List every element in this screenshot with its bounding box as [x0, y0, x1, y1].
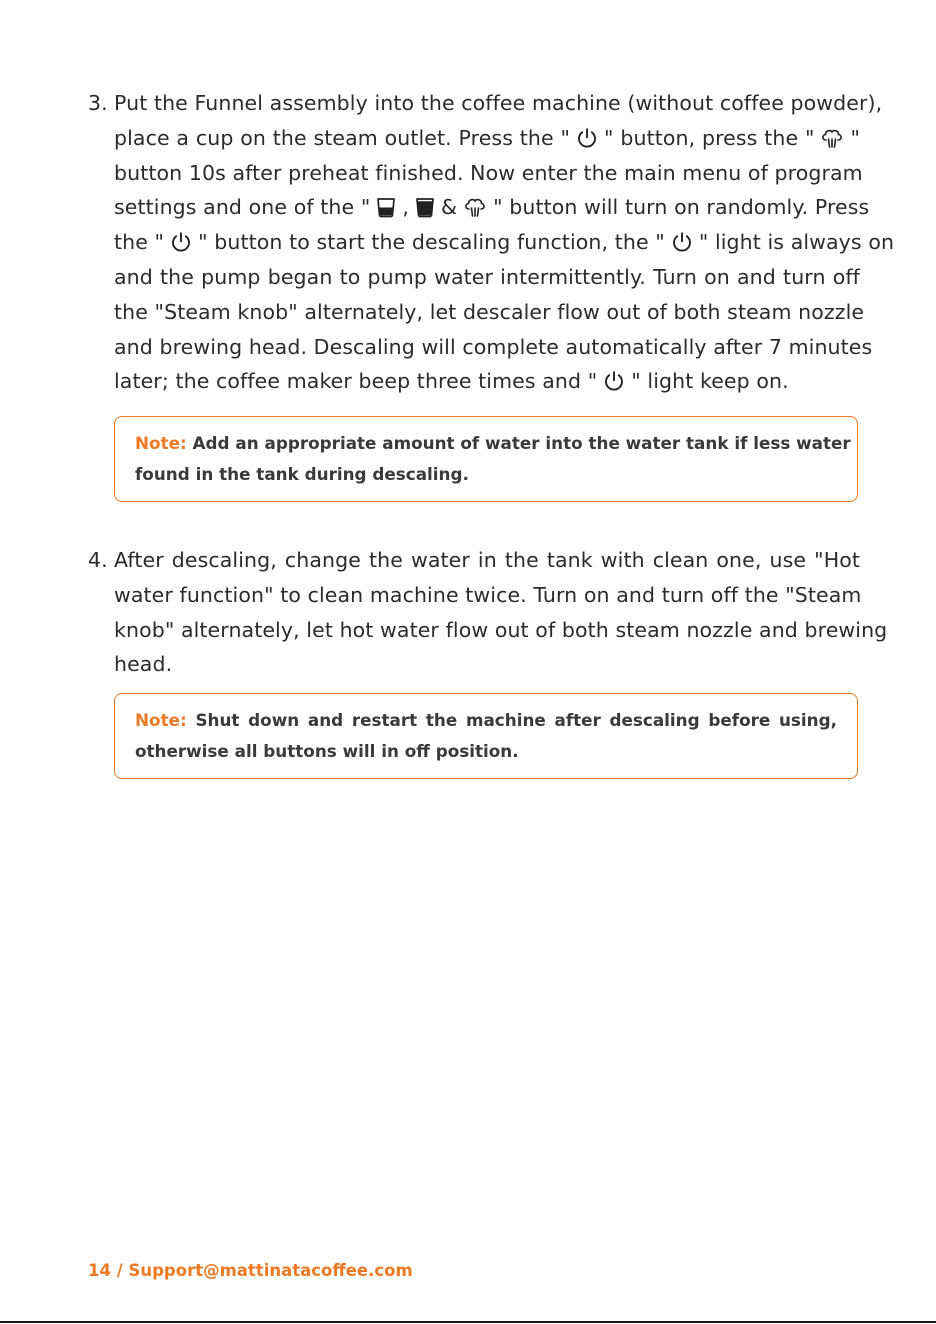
text-run: " button to start the descaling function, the ": [198, 230, 665, 255]
text-run: button 10s after preheat finished. Now enter the main menu of program: [114, 160, 863, 185]
step-text: [88, 543, 888, 682]
text-line: [88, 330, 873, 365]
text-line: [88, 260, 860, 295]
text-run: place a cup on the steam outlet. Press the ": [114, 125, 571, 150]
power-icon: [603, 370, 625, 392]
text-line: [88, 190, 870, 225]
power-icon: [576, 127, 598, 149]
text-run: the "Steam knob" alternately, let descaler flow out of both steam nozzle: [114, 299, 865, 324]
text-run: settings and one of the ": [114, 195, 371, 220]
text-run: water function" to clean machine twice. Turn on and turn off the "Steam: [114, 582, 862, 607]
note-line: [135, 705, 837, 736]
text-line: [88, 543, 860, 578]
note-text: otherwise all buttons will in off position.: [135, 741, 519, 761]
text-run: later; the coffee maker beep three times and ": [114, 369, 598, 394]
power-icon: [170, 231, 192, 253]
bottom-rule: [0, 1321, 936, 1323]
text-run: " light keep on.: [631, 369, 789, 394]
text-line: [88, 613, 888, 648]
text-line: [88, 364, 860, 399]
text-run: and brewing head. Descaling will complete automatically after 7 minutes: [114, 334, 873, 359]
note-text: Add an appropriate amount of water into the water tank if less water: [192, 433, 851, 453]
text-run: the ": [114, 230, 165, 255]
steam-icon: [463, 196, 487, 218]
text-run: and the pump began to pump water intermittently. Turn on and turn off: [114, 264, 860, 289]
note-line: [135, 428, 851, 459]
text-run: Put the Funnel assembly into the coffee machine (without coffee powder),: [114, 91, 883, 115]
text-line: [88, 578, 860, 613]
step-text: [88, 86, 895, 399]
small-cup-icon: [376, 196, 396, 218]
step-4: [88, 543, 888, 682]
text-run: knob" alternately, let hot water flow out of both steam nozzle and brewing: [114, 617, 888, 642]
large-cup-icon: [415, 196, 435, 218]
text-run: ": [850, 125, 861, 150]
text-run: After descaling, change the water in the tank with clean one, use "Hot: [114, 548, 860, 572]
step-number: 3.: [88, 91, 108, 115]
step-3: [88, 86, 895, 399]
step-number: 4.: [88, 548, 108, 572]
text-run: " button will turn on randomly. Press: [493, 195, 870, 220]
note-box-descaling-water: [114, 416, 858, 502]
text-line: [88, 156, 863, 191]
power-icon: [671, 231, 693, 253]
page-footer: 14 / Support@mattinatacoffee.com: [88, 1261, 413, 1280]
text-run: ,: [402, 195, 410, 220]
text-line: [88, 295, 865, 330]
note-label: Note:: [135, 710, 187, 730]
text-run: " light is always on: [698, 230, 895, 255]
note-box-restart: [114, 693, 858, 779]
text-line: [88, 647, 860, 682]
note-label: Note:: [135, 433, 187, 453]
text-line: [88, 225, 895, 260]
steam-icon: [820, 127, 844, 149]
text-run: " button, press the ": [604, 125, 815, 150]
text-run: head.: [114, 652, 173, 677]
text-line: [88, 121, 860, 156]
note-text: found in the tank during descaling.: [135, 464, 469, 484]
note-text: Shut down and restart the machine after descaling before using,: [195, 710, 838, 730]
text-line: [88, 86, 883, 121]
text-run: &: [441, 195, 458, 220]
